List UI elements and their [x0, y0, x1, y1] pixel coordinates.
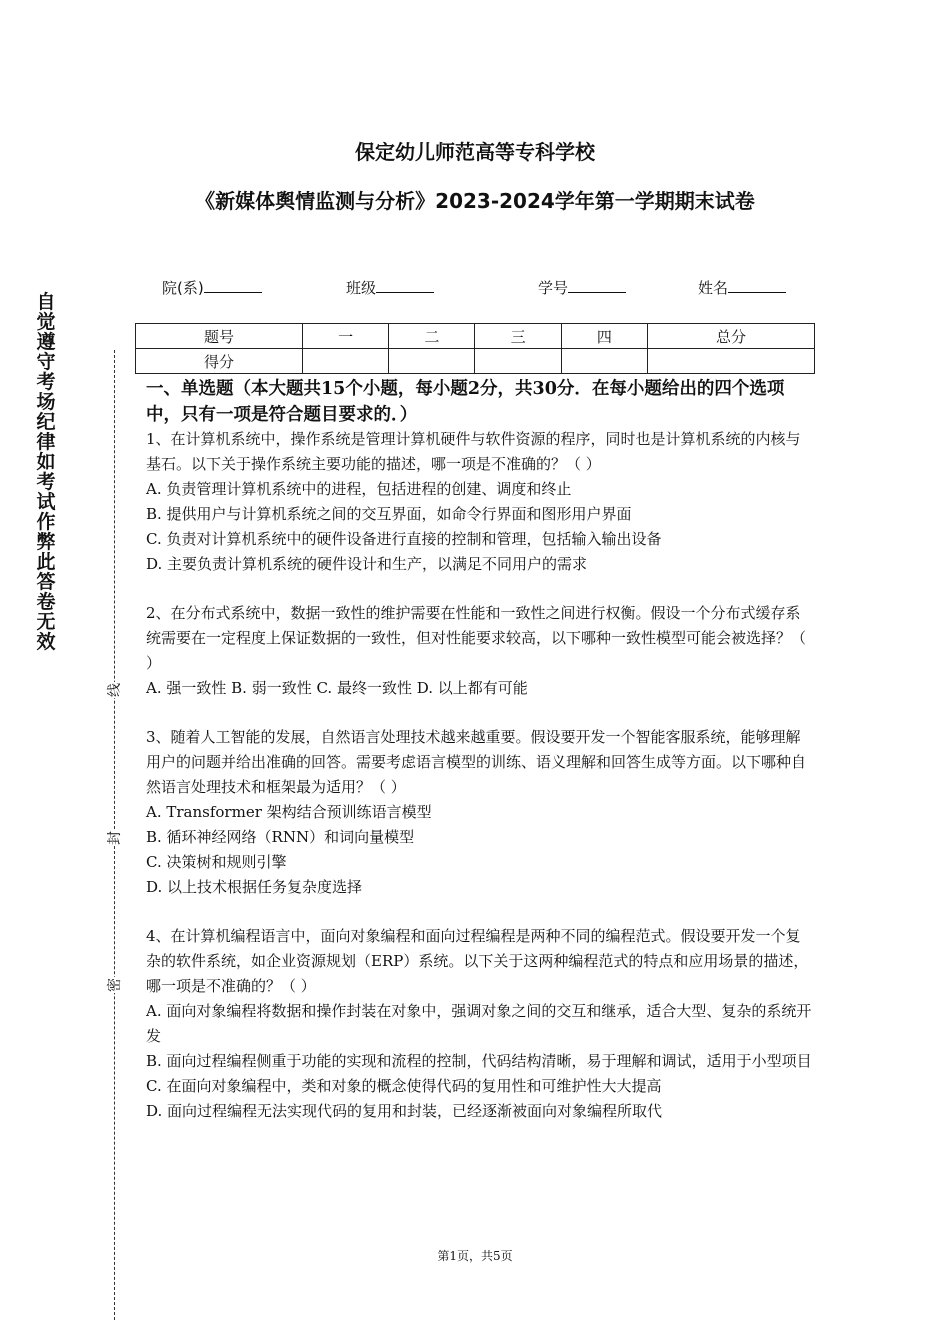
- option-d: D. 面向过程编程无法实现代码的复用和封装，已经逐渐被面向对象编程所取代: [146, 1102, 663, 1120]
- department-label: 院(系): [162, 279, 204, 297]
- score-cell: [389, 349, 475, 374]
- score-table-header-row: [136, 324, 815, 349]
- score-cell: 一: [303, 324, 389, 349]
- student-id-blank: [568, 276, 626, 293]
- options-inline: A. 强一致性 B. 弱一致性 C. 最终一致性 D. 以上都有可能: [146, 679, 528, 697]
- class-field: [346, 276, 434, 298]
- option-c: C. 决策树和规则引擎: [146, 853, 287, 871]
- exam-discipline-notice: 自觉遵守考场纪律如考试作弊此答卷无效: [36, 291, 56, 653]
- score-cell: 二: [389, 324, 475, 349]
- option-b: B. 提供用户与计算机系统之间的交互界面，如命令行界面和图形用户界面: [146, 505, 632, 523]
- option-d: D. 以上技术根据任务复杂度选择: [146, 878, 363, 896]
- student-id-field: [538, 276, 626, 298]
- score-cell: [561, 349, 647, 374]
- question-1: [146, 427, 812, 577]
- seal-mark-line: 线: [107, 683, 123, 697]
- question-stem: 3、随着人工智能的发展，自然语言处理技术越来越重要。假设要开发一个智能客服系统，能够理解用户的问题并给出准确的回答。需要考虑语言模型的训练、语义理解和回答生成等方面。以下哪种自然语言处理技术和框架最为适用？（ ）: [146, 728, 807, 796]
- class-blank: [376, 276, 434, 293]
- option-c: C. 负责对计算机系统中的硬件设备进行直接的控制和管理，包括输入输出设备: [146, 530, 662, 548]
- score-cell: 总分: [647, 324, 814, 349]
- question-stem: 1、在计算机系统中，操作系统是管理计算机硬件与软件资源的程序，同时也是计算机系统的内核与基石。以下关于操作系统主要功能的描述，哪一项是不准确的？（ ）: [146, 430, 801, 473]
- score-cell: [475, 349, 561, 374]
- score-table: [135, 323, 815, 374]
- seal-mark-secret: 密: [107, 978, 123, 992]
- score-cell: 四: [561, 324, 647, 349]
- option-a: A. Transformer 架构结合预训练语言模型: [146, 803, 432, 821]
- class-label: 班级: [346, 279, 377, 297]
- seal-mark-seal: 封: [107, 831, 123, 845]
- page-number: 第1页，共5页: [437, 1249, 513, 1263]
- score-cell: 三: [475, 324, 561, 349]
- name-field: [698, 276, 786, 298]
- option-a: A. 面向对象编程将数据和操作封装在对象中，强调对象之间的交互和继承，适合大型、复杂的系统开发: [146, 1002, 812, 1045]
- option-a: A. 负责管理计算机系统中的进程，包括进程的创建、调度和终止: [146, 480, 572, 498]
- student-id-label: 学号: [538, 279, 569, 297]
- section-heading: 一、单选题（本大题共15个小题，每小题2分，共30分．在每小题给出的四个选项中，只有一项是符合题目要求的．）: [146, 379, 785, 425]
- option-c: C. 在面向对象编程中，类和对象的概念使得代码的复用性和可维护性大大提高: [146, 1077, 662, 1095]
- department-field: [162, 276, 262, 298]
- department-blank: [204, 276, 262, 293]
- question-2: [146, 601, 812, 701]
- option-d: D. 主要负责计算机系统的硬件设计和生产，以满足不同用户的需求: [146, 555, 588, 573]
- option-b: B. 循环神经网络（RNN）和词向量模型: [146, 828, 415, 846]
- question-stem: 4、在计算机编程语言中，面向对象编程和面向过程编程是两种不同的编程范式。假设要开发一个复杂的软件系统，如企业资源规划（ERP）系统。以下关于这两种编程范式的特点和应用场景的描述，哪一项是不准确的？（ ）: [146, 927, 809, 995]
- score-cell: [647, 349, 814, 374]
- score-table-score-row: [136, 349, 815, 374]
- score-cell: [303, 349, 389, 374]
- score-cell: 得分: [136, 349, 303, 374]
- school-title: 保定幼儿师范高等专科学校: [355, 140, 595, 164]
- question-3: [146, 725, 812, 900]
- exam-title: 《新媒体舆情监测与分析》2023-2024学年第一学期期末试卷: [195, 189, 755, 213]
- score-cell: 题号: [136, 324, 303, 349]
- option-b: B. 面向过程编程侧重于功能的实现和流程的控制，代码结构清晰，易于理解和调试，适用于小型项目: [146, 1052, 812, 1070]
- question-stem: 2、在分布式系统中，数据一致性的维护需要在性能和一致性之间进行权衡。假设一个分布式缓存系统需要在一定程度上保证数据的一致性，但对性能要求较高，以下哪种一致性模型可能会被选择？（ ）: [146, 604, 807, 672]
- name-label: 姓名: [698, 279, 729, 297]
- question-4: [146, 924, 812, 1124]
- name-blank: [728, 276, 786, 293]
